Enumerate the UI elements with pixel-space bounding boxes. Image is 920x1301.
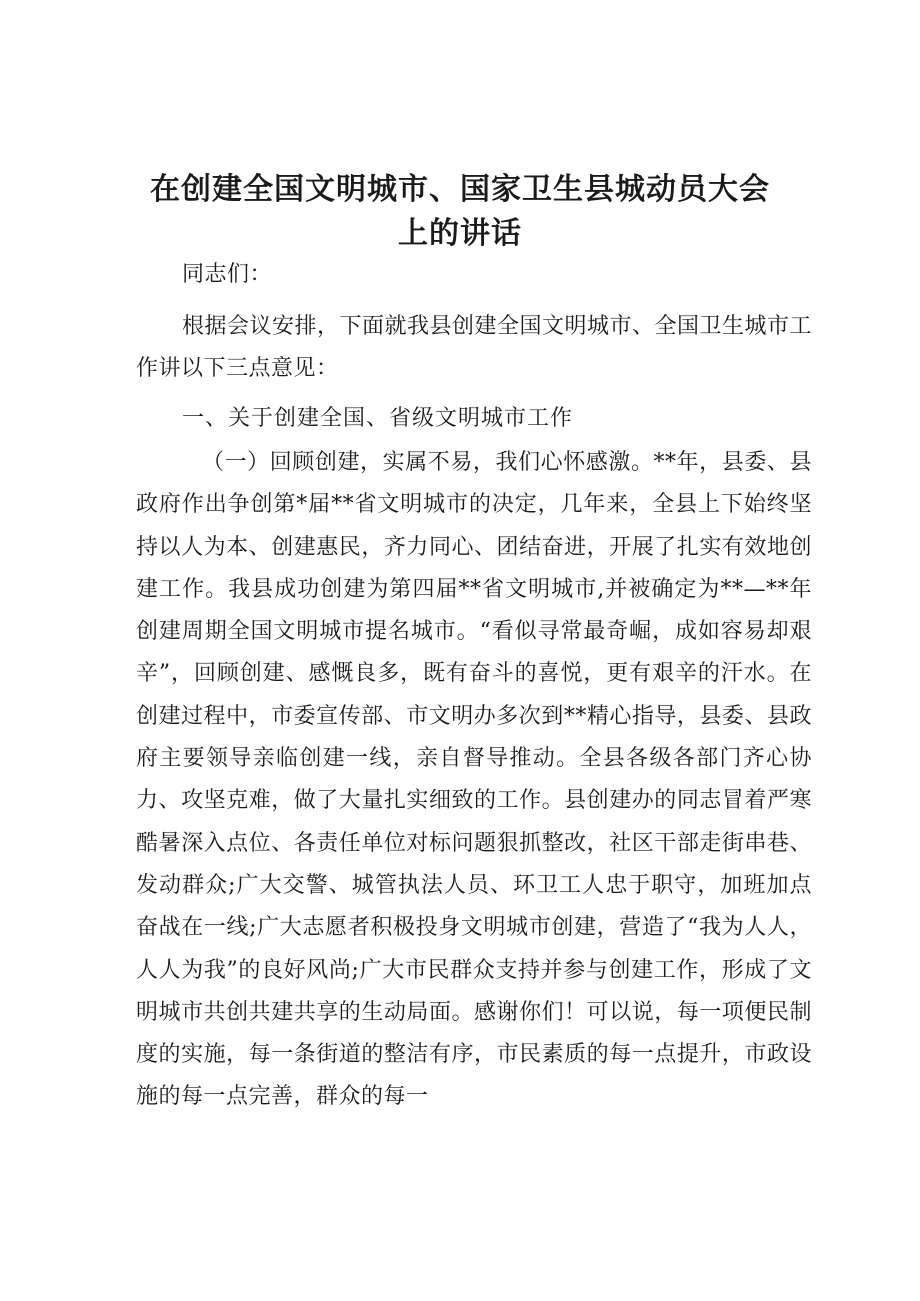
body-paragraph: （一）回顾创建，实属不易，我们心怀感激。**年，县委、县政府作出争创第*届**省文明城市的决定，几年来，全县上下始终坚持以人为本、创建惠民，齐力同心、团结奋进，开展了扎实有效地创建工作。我县成功创建为第四届**省文明城市,并被确定为**—**年创建周期全国文明城市提名城市。“看似寻常最奇崛，成如容易却艰辛”，回顾创建、感慨良多，既有奋斗的喜悦，更有艰辛的汗水。在创建过程中，市委宣传部、市文明办多次到**精心指导，县委、县政府主要领导亲临创建一线，亲自督导推动。全县各级各部门齐心协力、攻坚克难，做了大量扎实细致的工作。县创建办的同志冒着严寒酷暑深入点位、各责任单位对标问题狠抓整改，社区干部走街串巷、发动群众;广大交警、城管执法人员、环卫工人忠于职守，加班加点奋战在一线;广大志愿者积极投身文明城市创建，营造了“我为人人，人人为我”的良好风尚;广大市民群众支持并参与创建工作，形成了文明城市共创共建共享的生动局面。感谢你们！可以说，每一项便民制度的实施，每一条街道的整洁有序，市民素质的每一点提升，市政设施的每一点完善，群众的每一 (136, 450, 812, 1110)
document-title-line1: 在创建全国文明城市、国家卫生县城动员大会 (150, 172, 770, 207)
intro-paragraph: 根据会议安排，下面就我县创建全国文明城市、全国卫生城市工作讲以下三点意见： (136, 314, 813, 382)
salutation: 同志们： (182, 262, 273, 287)
section-heading: 一、关于创建全国、省级文明城市工作 (182, 406, 574, 431)
document-title-line2: 上的讲话 (398, 216, 522, 251)
